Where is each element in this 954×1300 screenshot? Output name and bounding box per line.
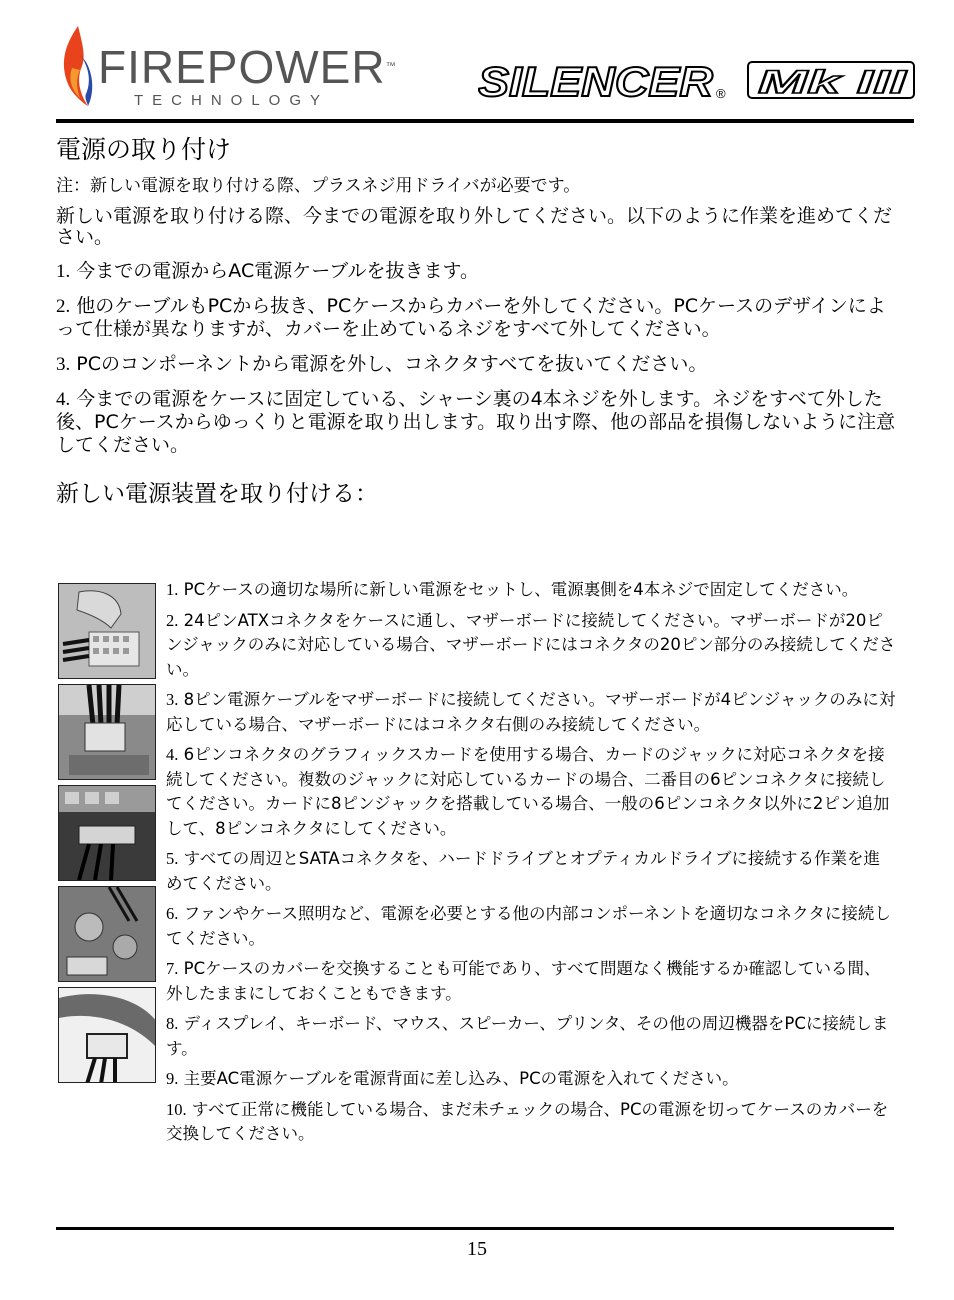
page-number: 15 [467,1238,487,1260]
section-remove-psu [56,132,901,509]
photo-8pin-cable [58,684,156,780]
section-title: 電源の取り付け [56,135,232,164]
install-step-5: 5. すべての周辺とSATAコネクタを、ハードドライブとオプティカルドライブに接続する作業を進めてください。 [166,849,881,893]
product-version: Mk III [758,64,909,100]
install-step-6: 6. ファンやケース照明など、電源を必要とする他の内部コンポーネントを適切なコネクタに接続してください。 [166,904,891,948]
registered-mark: ® [716,86,726,101]
flame-icon [58,24,94,108]
install-step-8: 8. ディスプレイ、キーボード、マウス、スピーカー、プリンタ、その他の周辺機器をPCに接続します。 [166,1014,889,1058]
install-step-3: 3. 8ピン電源ケーブルをマザーボードに接続してください。マザーボードが4ピンジャックのみに対応している場合、マザーボードにはコネクタ右側のみ接続してください。 [166,690,896,734]
photo-atx-connector [58,583,156,679]
firepower-logo [58,24,397,114]
removal-step-4: 4. 今までの電源をケースに固定している、シャーシ裏の4本ネジを外します。ネジをすべて外した後、PCケースからゆっくりと電源を取り出します。取り出す際、他の部品を損傷しないように注意してください。 [56,388,896,456]
brand-subtitle: TECHNOLOGY [134,92,330,109]
page-header [0,0,954,125]
photo-column [58,583,156,1088]
removal-step-3: 3. PCのコンポーネントから電源を外し、コネクタすべてを抜いてください。 [56,353,708,375]
header-divider [56,119,914,123]
intro-paragraph: 新しい電源を取り付ける際、今までの電源を取り外してください。以下のように作業を進めてください。 [56,205,893,248]
removal-step-1: 1. 今までの電源からAC電源ケーブルを抜きます。 [56,260,479,282]
photo-graphics-connector [58,785,156,881]
photo-molex-connector [58,987,156,1083]
product-name: SILENCER [478,60,714,104]
install-step-9: 9. 主要AC電源ケーブルを電源背面に差し込み、PCの電源を入れてください。 [166,1069,739,1088]
install-step-10: 10. すべて正常に機能している場合、まだ未チェックの場合、PCの電源を切ってケースのカバーを交換してください。 [166,1099,889,1143]
install-step-1: 1. PCケースの適切な場所に新しい電源をセットし、電源裏側を4本ネジで固定してください。 [166,580,859,599]
tool-note: 注：新しい電源を取り付ける際、プラスネジ用ドライバが必要です。 [56,176,581,196]
brand-name: FIREPOWER™ [98,41,397,93]
silencer-mk3-logo [478,60,918,104]
trademark-mark: ™ [385,61,397,72]
removal-step-2: 2. 他のケーブルもPCから抜き、PCケースからカバーを外してください。PCケースのデザインによって仕様が異なりますが、カバーを止めているネジをすべて外してください。 [56,295,886,340]
footer-divider [56,1227,894,1230]
install-steps [166,578,896,1153]
photo-sata-connector [58,886,156,982]
install-step-2: 2. 24ピンATXコネクタをケースに通し、マザーボードに接続してください。マザーボードが20ピンジャックのみに対応している場合、マザーボードにはコネクタの20ピン部分のみ接続してください。 [166,610,896,679]
install-step-4: 4. 6ピンコネクタのグラフィックスカードを使用する場合、カードのジャックに対応コネクタを接続してください。複数のジャックに対応しているカードの場合、二番目の6ピンコネクタに接続してください。カードに8ピンジャックを搭載している場合、一般の6ピンコネクタ以外に2ピン追加して、8ピンコネクタにしてください。 [166,745,890,838]
install-subtitle: 新しい電源装置を取り付ける： [56,481,378,507]
install-step-7: 7. PCケースのカバーを交換することも可能であり、すべて問題なく機能するか確認している間、外したままにしておくこともできます。 [166,959,881,1003]
